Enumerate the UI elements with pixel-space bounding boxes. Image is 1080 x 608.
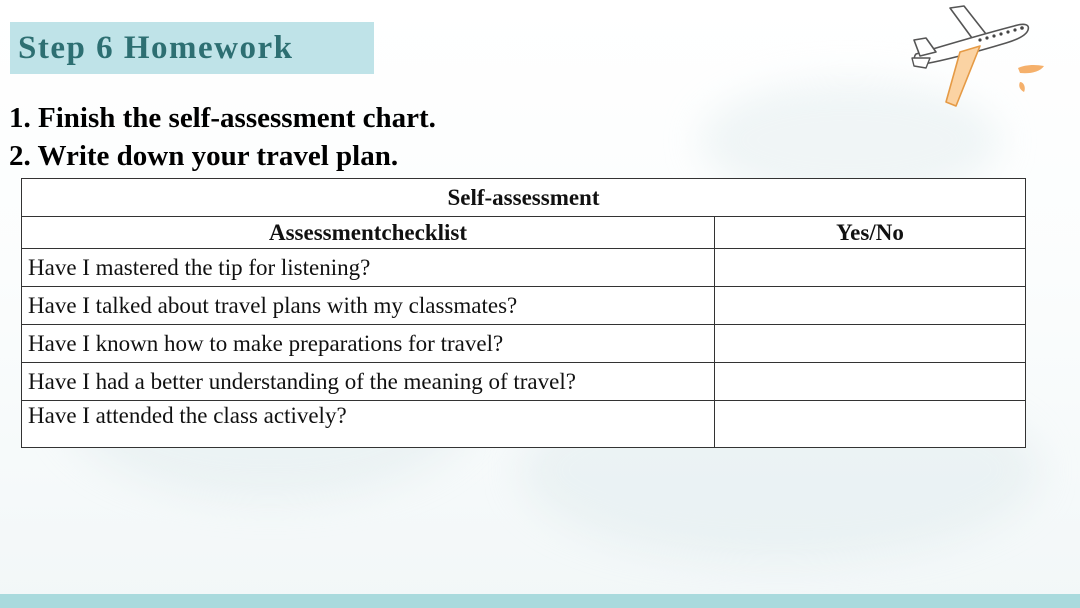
answer-cell[interactable] <box>715 401 1026 448</box>
homework-task-2: 2. Write down your travel plan. <box>9 140 399 172</box>
airplane-icon <box>906 2 1046 112</box>
table-row <box>22 287 1026 325</box>
table-row <box>22 325 1026 363</box>
answer-cell[interactable] <box>715 249 1026 287</box>
answer-cell[interactable] <box>715 363 1026 401</box>
table-caption-row <box>22 179 1026 217</box>
table-caption: Self-assessment <box>22 179 1026 217</box>
answer-cell[interactable] <box>715 287 1026 325</box>
table-row <box>22 401 1026 448</box>
homework-task-1: 1. Finish the self-assessment chart. <box>9 102 436 134</box>
checklist-item: Have I known how to make preparations for travel? <box>22 325 715 363</box>
column-header-yes-no: Yes/No <box>715 217 1026 249</box>
table-row <box>22 363 1026 401</box>
section-title: Step 6 Homework <box>18 29 294 66</box>
section-title-banner <box>10 22 374 74</box>
checklist-item: Have I had a better understanding of the meaning of travel? <box>22 363 715 401</box>
self-assessment-table <box>21 178 1026 448</box>
table-header-row <box>22 217 1026 249</box>
checklist-item: Have I talked about travel plans with my classmates? <box>22 287 715 325</box>
checklist-item: Have I mastered the tip for listening? <box>22 249 715 287</box>
table-row <box>22 249 1026 287</box>
column-header-checklist: Assessmentchecklist <box>22 217 715 249</box>
checklist-item: Have I attended the class actively? <box>22 401 715 448</box>
footer-bar <box>0 594 1080 608</box>
answer-cell[interactable] <box>715 325 1026 363</box>
